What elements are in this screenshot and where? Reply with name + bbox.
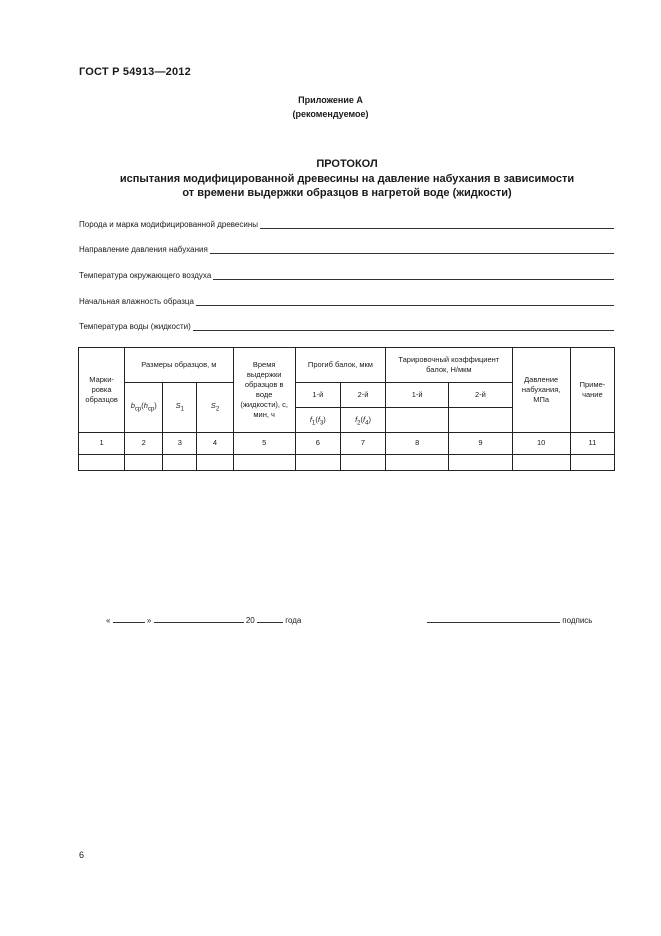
col-number: 4 (197, 433, 233, 455)
col-number: 1 (79, 433, 125, 455)
field-label: Направление давления набухания (79, 245, 208, 254)
annex-type: (рекомендуемое) (292, 109, 369, 119)
fill-line (260, 218, 614, 229)
field-ambient-temperature (79, 266, 614, 280)
date-line: « » 20 года (106, 616, 302, 625)
col-number: 7 (340, 433, 385, 455)
field-label: Температура окружающего воздуха (79, 271, 212, 280)
subheader-coef-first: 1-й (386, 383, 449, 433)
header-deflection: Прогиб балок, мкм (295, 348, 385, 383)
fill-line (193, 320, 614, 331)
subheader-s2: $S_2$ (197, 383, 233, 433)
subheader-deflection-first: 1-й $f_1(f_3)$ (295, 383, 340, 433)
header-pressure: Давление набухания, МПа (512, 348, 570, 433)
column-numbers-row (79, 433, 615, 455)
fill-line (196, 295, 614, 306)
col-number: 8 (386, 433, 449, 455)
table-row (79, 455, 615, 471)
protocol-subtitle-line2: от времени выдержки образцов в нагретой воде (жидкости) (182, 187, 512, 199)
field-initial-moisture (79, 292, 614, 306)
col-number: 10 (512, 433, 570, 455)
col-number: 5 (233, 433, 295, 455)
subheader-deflection-second: 2-й $f_2(f_4)$ (340, 383, 385, 433)
subheader-b-h: $b_{ср}(h_{ср})$ (125, 383, 163, 433)
standard-number: ГОСТ Р 54913—2012 (79, 66, 191, 78)
col-number: 9 (449, 433, 512, 455)
field-water-temperature (79, 317, 614, 331)
protocol-table (78, 347, 615, 471)
fill-line (213, 269, 614, 280)
header-sizes: Размеры образцов, м (125, 348, 233, 383)
header-note: Приме- чание (570, 348, 614, 433)
signature-line: подпись (427, 616, 592, 625)
page-number: 6 (79, 850, 85, 860)
col-number: 3 (163, 433, 197, 455)
header-time: Время выдержки образцов в воде (жидкости), с, мин, ч (233, 348, 295, 433)
protocol-subtitle-line1: испытания модифицированной древесины на давление набухания в зависимости (119, 173, 575, 185)
fill-line (210, 243, 614, 254)
protocol-title: ПРОТОКОЛ (316, 158, 378, 170)
field-label: Порода и марка модифицированной древесины (79, 220, 259, 229)
field-label: Начальная влажность образца (79, 297, 194, 306)
field-pressure-direction (79, 240, 614, 254)
annex-title: Приложение А (298, 95, 363, 105)
header-coefficient: Тарировочный коэффициент балок, Н/мкм (386, 348, 512, 383)
field-wood-species (79, 215, 614, 229)
col-number: 2 (125, 433, 163, 455)
subheader-coef-second: 2-й (449, 383, 512, 433)
col-number: 11 (570, 433, 614, 455)
col-number: 6 (295, 433, 340, 455)
field-label: Температура воды (жидкости) (79, 322, 191, 331)
header-marking: Марки- ровка образцов (79, 348, 125, 433)
subheader-s1: $S_1$ (163, 383, 197, 433)
